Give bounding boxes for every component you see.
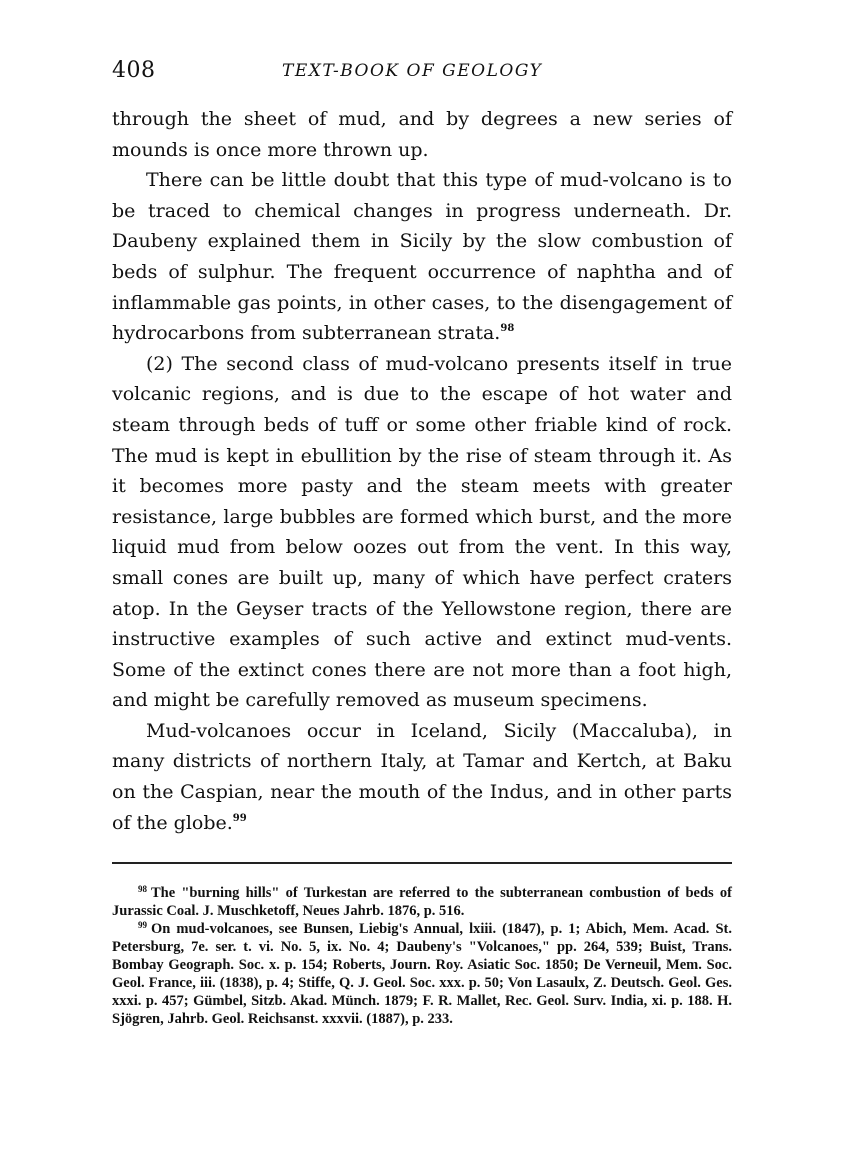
paragraph-1-text: through the sheet of mud, and by degrees a new series of mounds is once more thrown up. <box>112 108 732 161</box>
book-page <box>112 58 732 1028</box>
page-number: 408 <box>112 58 156 83</box>
paragraph-second-class <box>112 349 732 716</box>
footnote-98-text: The "burning hills" of Turkestan are referred to the subterranean combustion of beds of Jurassic Coal. J. Muschketoff, Neues Jahrb. 1876, p. 516. <box>112 885 732 920</box>
paragraph-chemical-changes <box>112 165 732 349</box>
footnote-99 <box>112 920 732 1028</box>
footnotes <box>112 884 732 1028</box>
footnote-divider <box>112 862 732 864</box>
running-title: TEXT-BOOK OF GEOLOGY <box>282 61 543 81</box>
footnote-ref-99: 99 <box>232 812 247 824</box>
paragraph-continuation <box>112 104 732 165</box>
footnote-98 <box>112 884 732 920</box>
footnote-99-mark: 99 <box>138 920 147 931</box>
footnote-98-mark: 98 <box>138 884 147 895</box>
body-text <box>112 104 732 838</box>
footnote-ref-98: 98 <box>500 323 515 335</box>
paragraph-3-text: (2) The second class of mud-volcano presents itself in true volcanic regions, and is due to the escape of hot water and steam through beds of tuff or some other friable kind of rock. The mud is kept in ebullition by the rise of steam through it. As it becomes more pasty and the steam meets with greater resistance, large bubbles are formed which burst, and the more liquid mud from below oozes out from the vent. In this way, small cones are built up, many of which have perfect craters atop. In the Geyser tracts of the Yellowstone region, there are instructive examples of such active and extinct mud-vents. Some of the extinct cones there are not more than a foot high, and might be carefully removed as museum specimens. <box>112 352 732 712</box>
running-head <box>112 58 732 92</box>
paragraph-2-text: There can be little doubt that this type of mud-volcano is to be traced to chemical changes in progress underneath. Dr. Daubeny explained them in Sicily by the slow combustion of beds of sulphur. The frequent occurrence of naphtha and of inflammable gas points, in other cases, to the disengagement of hydrocarbons from subterranean strata. <box>112 169 732 345</box>
paragraph-4-text: Mud-volcanoes occur in Iceland, Sicily (Maccaluba), in many districts of northern Italy, at Tamar and Kertch, at Baku on the Caspian, near the mouth of the Indus, and in other parts of the globe. <box>112 719 732 834</box>
footnote-99-text: On mud-volcanoes, see Bunsen, Liebig's Annual, lxiii. (1847), p. 1; Abich, Mem. Acad. St. Petersburg, 7e. ser. t. vi. No. 5, ix. No. 4; Daubeny's "Volcanoes," pp. 264, 539; Buist, Trans. Bombay Geograph. Soc. x. p. 154; Roberts, Journ. Roy. Asiatic Soc. 1850; De Verneuil, Mem. Soc. Geol. France, iii. (1838), p. 4; Stiffe, Q. J. Geol. Soc. xxx. p. 50; Von Lasaulx, Z. Deutsch. Geol. Ges. xxxi. p. 457; Gümbel, Sitzb. Akad. Münch. 1879; F. R. Mallet, Rec. Geol. Surv. India, xi. p. 188. H. Sjögren, Jahrb. Geol. Reichsanst. xxxvii. (1887), p. 233. <box>112 921 732 1028</box>
paragraph-occurrences <box>112 716 732 838</box>
